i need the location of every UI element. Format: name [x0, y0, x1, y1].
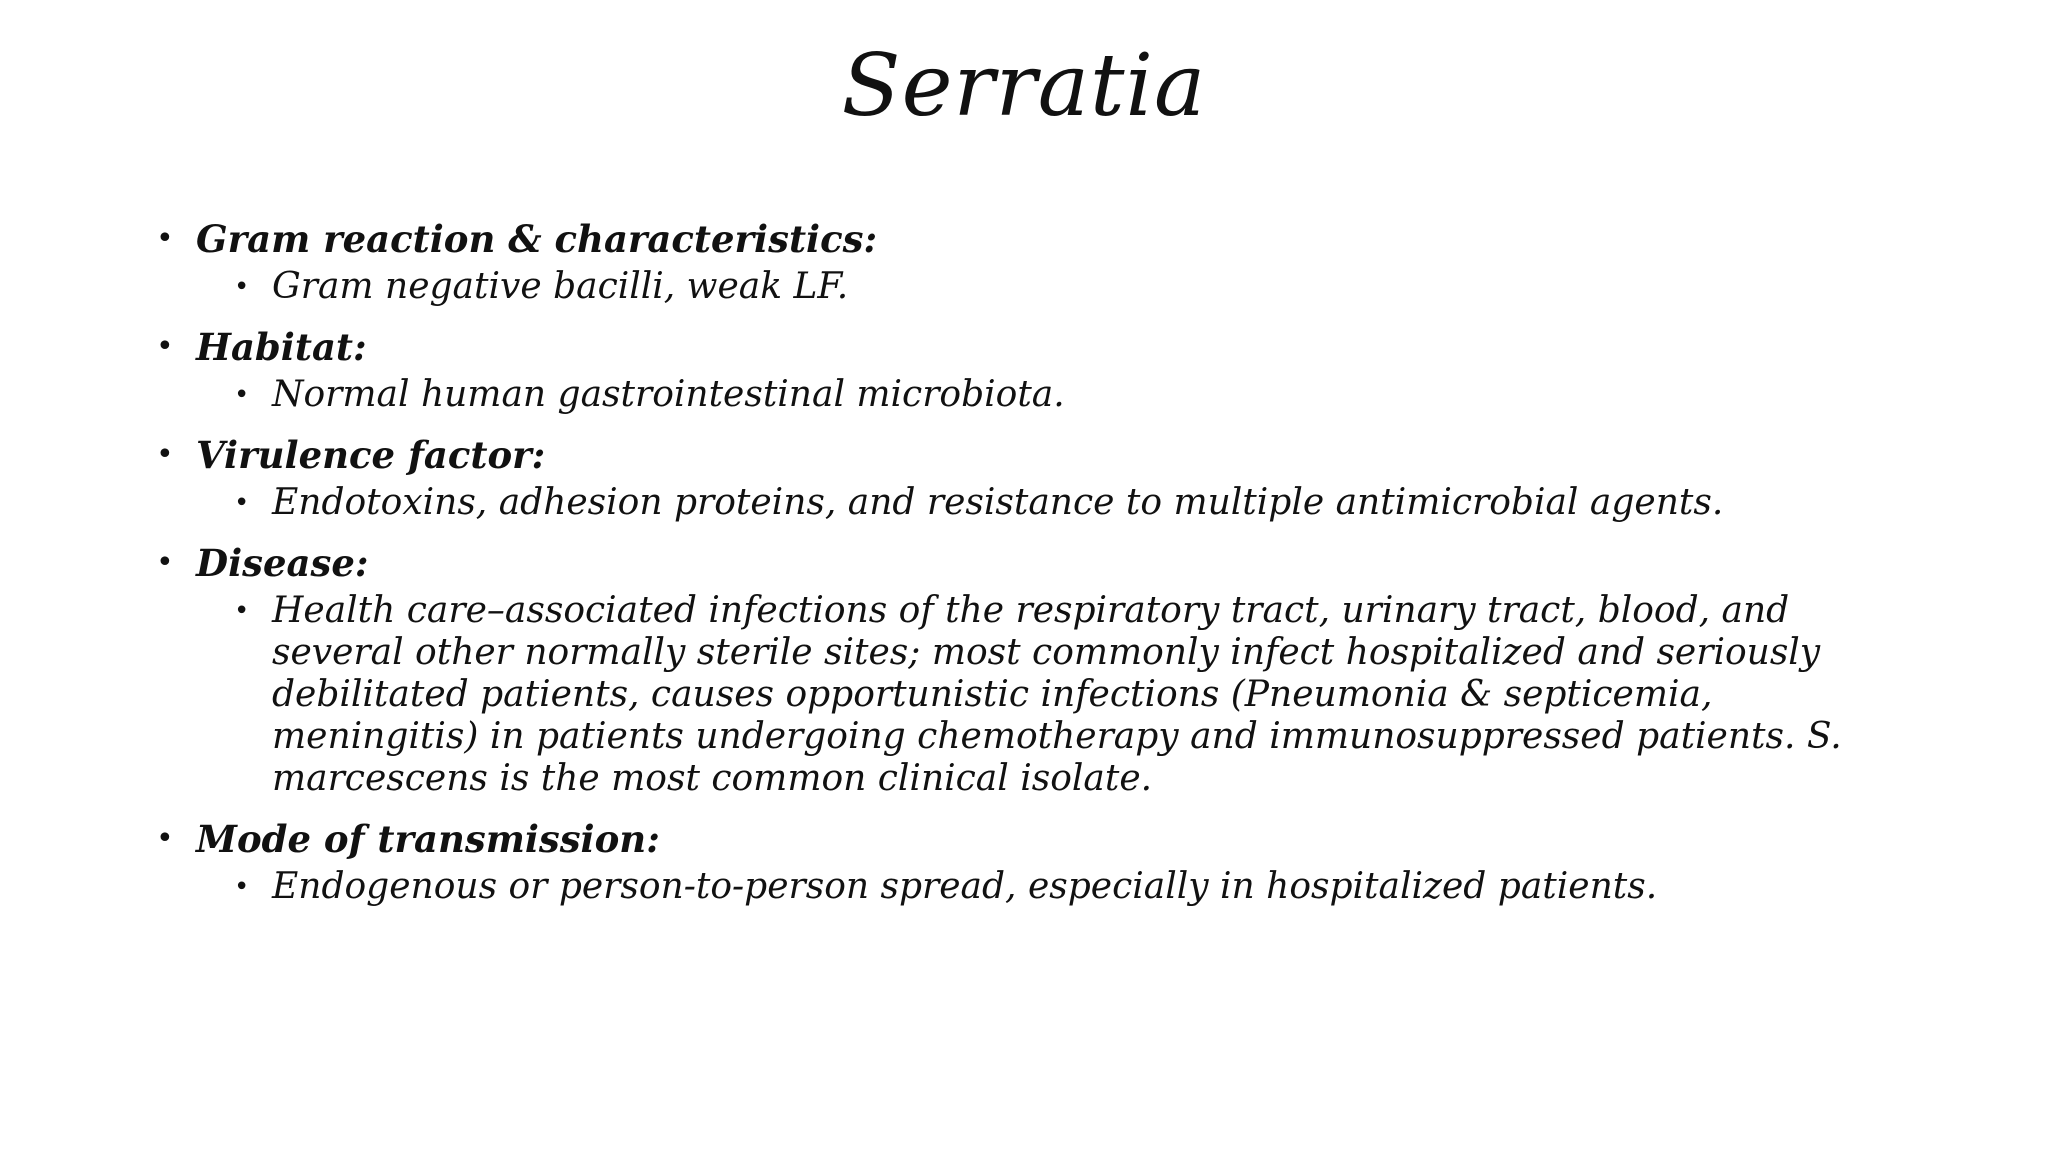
- section-detail: Endotoxins, adhesion proteins, and resistance to multiple antimicrobial agents.: [272, 482, 1724, 523]
- bullet-icon: •: [156, 329, 174, 364]
- bullet-icon: •: [234, 872, 250, 902]
- bullet-icon: •: [234, 272, 250, 302]
- bullet-icon: •: [234, 596, 250, 626]
- section-disease: [156, 536, 1916, 800]
- section-detail: Gram negative bacilli, weak LF.: [272, 266, 849, 307]
- section-mode-of-transmission: [156, 812, 1916, 908]
- bullet-icon: •: [234, 380, 250, 410]
- section-habitat: [156, 320, 1916, 416]
- section-heading: Disease:: [196, 541, 369, 585]
- section-heading: Virulence factor:: [196, 433, 546, 477]
- section-detail: Normal human gastrointestinal microbiota.: [272, 374, 1065, 415]
- section-detail: Endogenous or person-to-person spread, especially in hospitalized patients.: [272, 866, 1658, 907]
- section-virulence-factor: [156, 428, 1916, 524]
- bullet-icon: •: [156, 545, 174, 580]
- bullet-icon: •: [156, 821, 174, 856]
- section-heading: Gram reaction & characteristics:: [196, 217, 878, 261]
- slide-content: [156, 212, 1916, 920]
- section-heading: Mode of transmission:: [196, 817, 660, 861]
- bullet-icon: •: [234, 488, 250, 518]
- section-gram-reaction: [156, 212, 1916, 308]
- section-heading: Habitat:: [196, 325, 367, 369]
- bullet-icon: •: [156, 221, 174, 256]
- section-detail: Health care–associated infections of the respiratory tract, urinary tract, blood, and several other normally sterile sites; most commonly infect hospitalized and seriously debilitated patients, causes opportunistic infections (Pneumonia & septicemia, meningitis) in patients undergoing chemotherapy and immunosuppressed patients. S. marcescens is the most common clinical isolate.: [272, 590, 1842, 799]
- bullet-icon: •: [156, 437, 174, 472]
- slide-title: Serratia: [841, 36, 1207, 136]
